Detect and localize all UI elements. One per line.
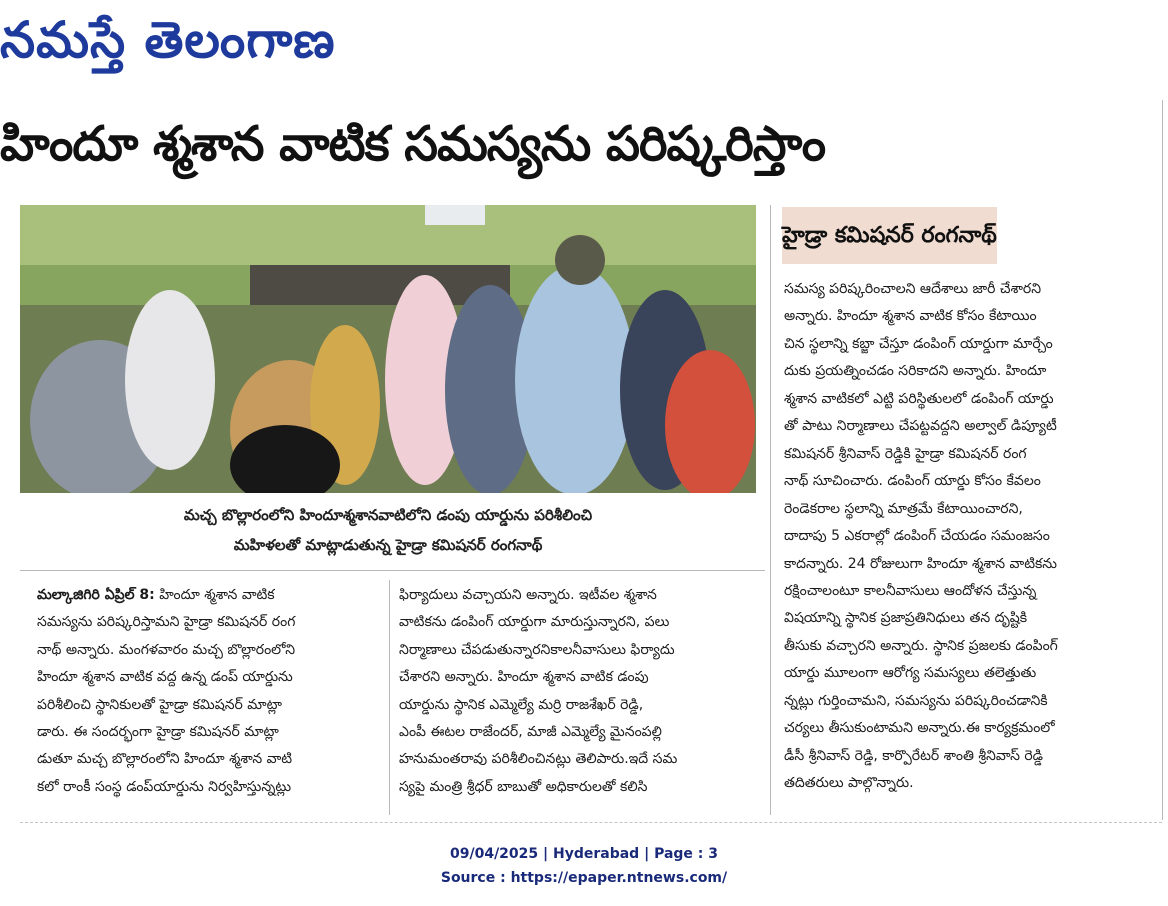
article-line: ఫిర్యాదులు వచ్చాయని అన్నారు. ఇటీవల శ్మశాన (399, 587, 657, 603)
article-line: తో పాటు నిర్మాణాలు చేపట్టవద్దని అల్వాల్ డిప్యూటీ (784, 418, 1057, 435)
article-line: చర్యలు తీసుకుంటామని అన్నారు.ఈ కార్యక్రమంలో (784, 720, 1055, 737)
article-line: హిందూ శ్మశాన వాటిక వద్ద ఉన్న డంప్ యార్డును (37, 669, 293, 686)
article-line: డారు. ఈ సందర్భంగా హైడ్రా కమిషనర్ మాట్లా (37, 724, 279, 741)
subheading: హైడ్రా కమిషనర్ రంగనాథ్ (782, 207, 997, 264)
caption-line-1: మచ్చ బొల్లారంలోని హిందూశ్మశానవాటిలోని డంపు యార్డును పరిశీలించి (183, 506, 593, 524)
column-divider (770, 205, 771, 815)
article-line: స్యపై మంత్రి శ్రీధర్ బాబుతో అధికారులతో కలిసి (399, 778, 648, 795)
article-line: శ్మశాన వాటికలో ఎట్టి పరిస్థితులలో డంపింగ్ యార్డు (784, 390, 1054, 407)
article-line: అన్నారు. హిందూ శ్మశాన వాటిక కోసం కేటాయిం (784, 308, 1037, 325)
article-line: దాదాపు 5 ఎకరాల్లో డంపింగ్ చేయడం సమంజసం (784, 528, 1050, 545)
photo-caption (20, 500, 756, 560)
article-line: తదితరులు పాల్గొన్నారు. (784, 775, 914, 792)
article-line: కాదన్నారు. 24 రోజులుగా హిందూ శ్మశాన వాటికను (784, 555, 1057, 572)
footer-edition-info: 09/04/2025 | Hyderabad | Page : 3 (449, 846, 719, 862)
article-line: యార్డు మూలంగా ఆరోగ్య సమస్యలు తలెత్తుతు (784, 665, 1037, 682)
article-line: నిర్మాణాలు చేపడుతున్నారనికాలనీవాసులు ఫిర్యాదు (399, 641, 675, 658)
article-line: నాథ్ సూచించారు. డంపింగ్ యార్డు కోసం కేవలం (784, 473, 1041, 490)
page-bottom-rule (20, 822, 1162, 823)
caption-line-2: మహిళలతో మాట్లాడుతున్న హైడ్రా కమిషనర్ రంగనాథ్ (233, 536, 543, 554)
article-line: ఎంపీ ఈటల రాజేందర్, మాజీ ఎమ్మెల్యే మైనంపల్లి (399, 724, 662, 741)
article-line: వాటికను డంపింగ్ యార్డుగా మారుస్తున్నారని, పలు (399, 614, 670, 631)
article-line: న్నట్లు గుర్తించామని, సమస్యను పరిష్కరించడానికి (784, 692, 1048, 709)
article-line: రెండెకరాల స్థలాన్ని మాత్రమే కేటాయించారని, (784, 500, 1023, 517)
article-line: కమిషనర్ శ్రీనివాస్ రెడ్డికి హైడ్రా కమిషనర్ రంగ (784, 445, 1027, 462)
article-line: దుకు ప్రయత్నించడం సరికాదని అన్నారు. హిందూ (784, 363, 1047, 380)
article-line: కలో రాంకీ సంస్థ డంప్‌యార్డును నిర్వహిస్తున్నట్లు (37, 778, 292, 795)
article-line: విషయాన్ని స్థానిక ప్రజాప్రతినిధులు తన దృష్టికి (784, 610, 1028, 627)
masthead-logo: నమస్తే తెలంగాణ (0, 11, 336, 69)
article-line: హనుమంతరావు పరిశీలించినట్లు తెలిపారు.ఇదే సమ (399, 751, 678, 768)
article-line: చిన స్థలాన్ని కబ్జా చేస్తూ డంపింగ్ యార్డుగా మార్చేం (784, 335, 1053, 352)
article-line: రక్షించాలంటూ కాలనీవాసులు ఆందోళన చేస్తున్న (784, 582, 1037, 599)
article-line: నాథ్ అన్నారు. మంగళవారం మచ్చ బొల్లారంలోని (37, 641, 296, 658)
column-divider (389, 580, 390, 815)
page-edge-rule (1162, 100, 1163, 820)
article-column-middle (399, 582, 757, 801)
article-column-left (37, 582, 379, 801)
article-line: డీసీ శ్రీనివాస్ రెడ్డి, కార్పొరేటర్ శాంతి శ్రీనివాస్ రెడ్డి (784, 747, 1044, 764)
article-line: చేశారని అన్నారు. హిందూ శ్మశాన వాటిక డంపు (399, 669, 649, 686)
headline: హిందూ శ్మశాన వాటిక సమస్యను పరిష్కరిస్తాం (0, 116, 826, 172)
article-column-right (784, 276, 1140, 798)
article-line: యార్డును స్థానిక ఎమ్మెల్యే మర్రి రాజశేఖర్ రెడ్డి, (399, 696, 644, 713)
article-line (37, 582, 275, 609)
dateline: మల్కాజిగిరి ఏప్రిల్ 8: (37, 587, 155, 603)
article-line: సమస్య పరిష్కరించాలని ఆదేశాలు జారీ చేశారని (784, 281, 1042, 297)
article-text: హిందూ శ్మశాన వాటిక (154, 587, 275, 603)
footer-source: Source : https://epaper.ntnews.com/ (440, 870, 728, 886)
section-divider (20, 570, 765, 571)
article-line: పరిశీలించి స్థానికులతో హైడ్రా కమిషనర్ మాట్లా (37, 696, 282, 713)
article-line: డుతూ మచ్చ బొల్లారంలోని హిందూ శ్మశాన వాటి (37, 751, 293, 768)
article-line: సమస్యను పరిష్కరిస్తామని హైడ్రా కమిషనర్ రంగ (37, 614, 296, 631)
news-photo (20, 205, 756, 493)
article-line: తీసుకు వచ్చారని అన్నారు. స్థానిక ప్రజలకు డంపింగ్ (784, 637, 1058, 654)
